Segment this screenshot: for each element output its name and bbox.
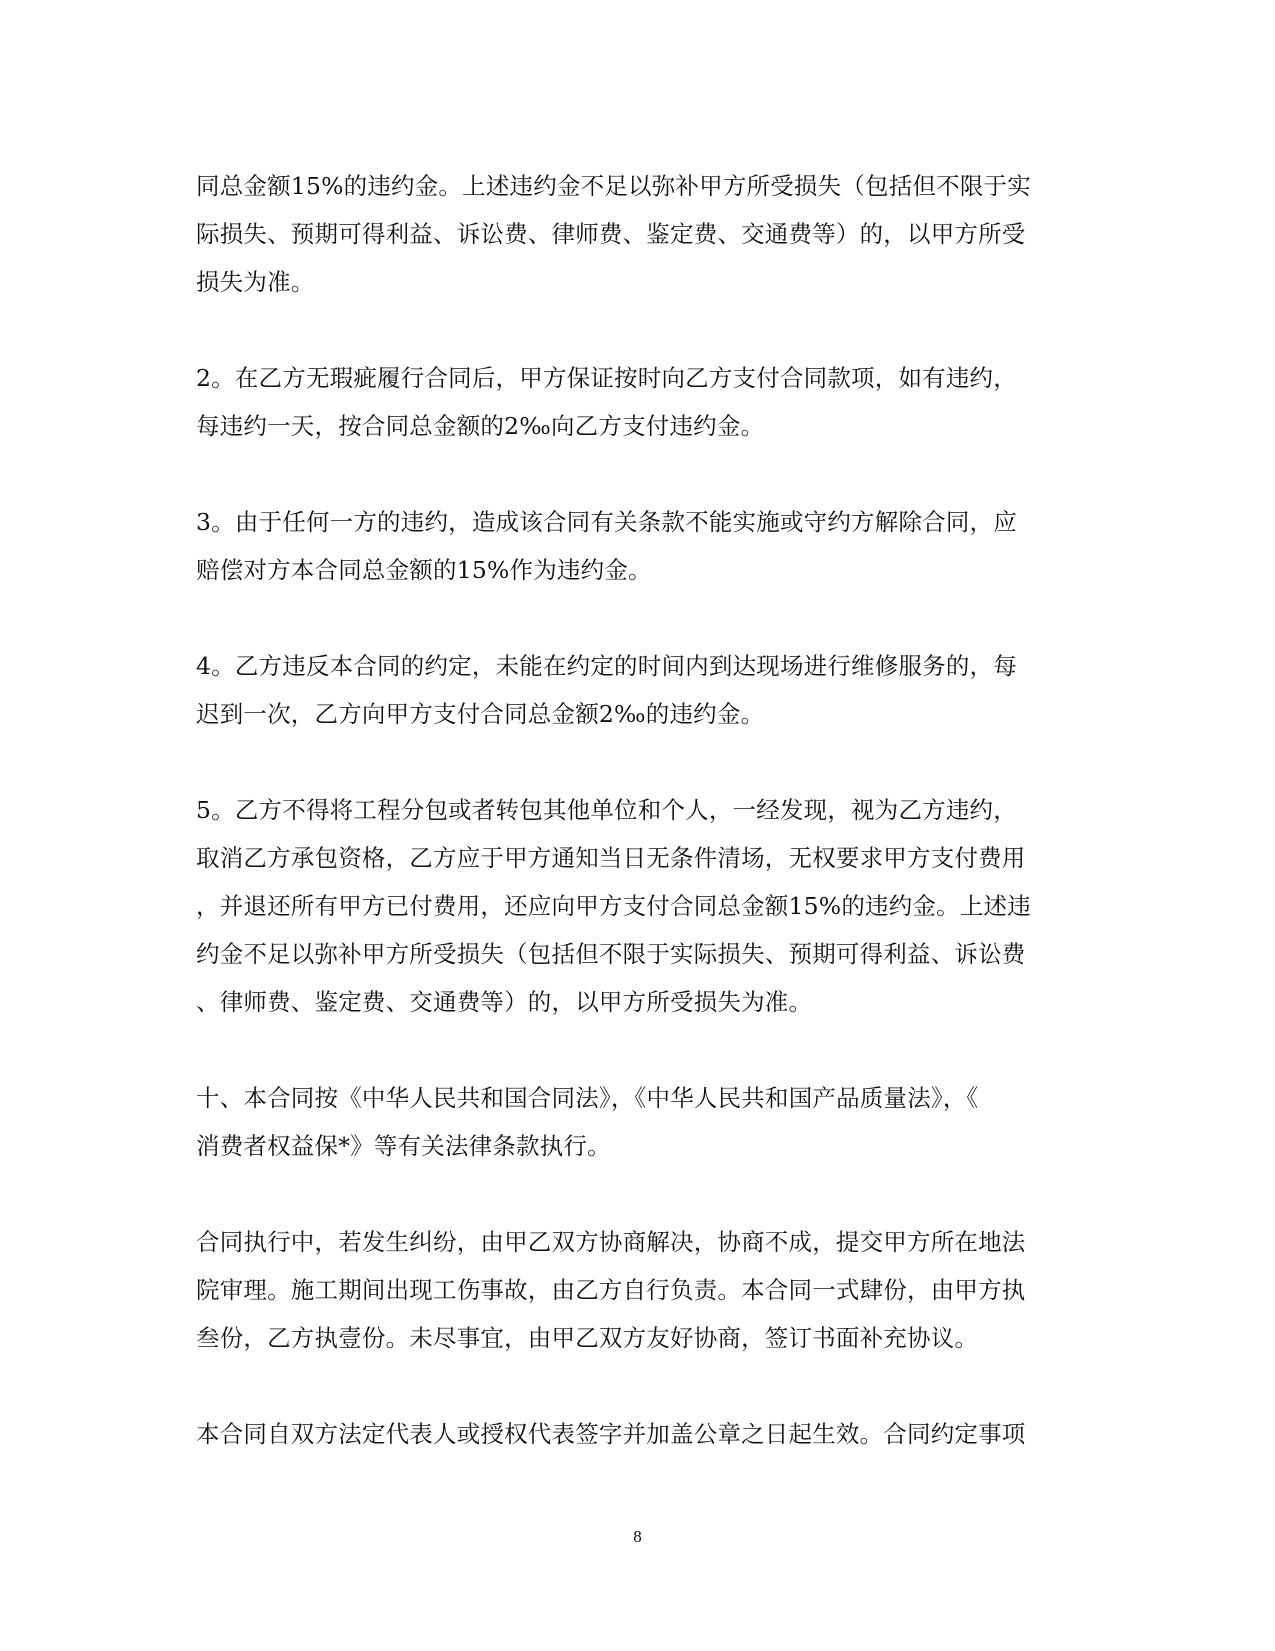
- text-line: ，并退还所有甲方已付费用，还应向甲方支付合同总金额15%的违约金。上述违: [196, 892, 1031, 920]
- text-line: 消费者权益保*》等有关法律条款执行。: [196, 1132, 611, 1160]
- text-line: 际损失、预期可得利益、诉讼费、律师费、鉴定费、交通费等）的，以甲方所受: [196, 220, 1026, 248]
- text-line: 、律师费、鉴定费、交通费等）的，以甲方所受损失为准。: [196, 988, 813, 1016]
- paragraph-gap: [196, 306, 1076, 354]
- text-line: 迟到一次，乙方向甲方支付合同总金额2‰的违约金。: [196, 700, 765, 728]
- paragraph-clause-5: [196, 786, 1076, 1026]
- text-line: 院审理。施工期间出现工伤事故，由乙方自行负责。本合同一式肆份，由甲方执: [196, 1276, 1026, 1304]
- text-line: 约金不足以弥补甲方所受损失（包括但不限于实际损失、预期可得利益、诉讼费: [196, 940, 1026, 968]
- paragraph-gap: [196, 1170, 1076, 1218]
- paragraph-dispute-resolution: [196, 1218, 1076, 1362]
- text-line: 合同执行中，若发生纠纷，由甲乙双方协商解决，协商不成，提交甲方所在地法: [196, 1228, 1026, 1256]
- paragraph-clause-2: [196, 354, 1076, 450]
- document-body: [196, 162, 1076, 1458]
- paragraph-clause-3: [196, 498, 1076, 594]
- text-line: 同总金额15%的违约金。上述违约金不足以弥补甲方所受损失（包括但不限于实: [196, 172, 1031, 200]
- paragraph-effective-date: [196, 1410, 1076, 1458]
- text-line: 3。由于任何一方的违约，造成该合同有关条款不能实施或守约方解除合同，应: [196, 508, 1017, 536]
- text-line: 损失为准。: [196, 268, 315, 296]
- text-line: 十、本合同按《中华人民共和国合同法》，《中华人民共和国产品质量法》，《: [196, 1084, 979, 1112]
- text-line: 取消乙方承包资格，乙方应于甲方通知当日无条件清场，无权要求甲方支付费用: [196, 844, 1026, 872]
- paragraph-gap: [196, 1362, 1076, 1410]
- paragraph-gap: [196, 738, 1076, 786]
- text-line: 叁份，乙方执壹份。未尽事宜，由甲乙双方友好协商，签订书面补充协议。: [196, 1324, 979, 1352]
- paragraph-clause-4: [196, 642, 1076, 738]
- text-line: 赔偿对方本合同总金额的15%作为违约金。: [196, 556, 652, 584]
- text-line: 4。乙方违反本合同的约定，未能在约定的时间内到达现场进行维修服务的，每: [196, 652, 1017, 680]
- paragraph-article-10: [196, 1074, 1076, 1170]
- text-line: 本合同自双方法定代表人或授权代表签字并加盖公章之日起生效。合同约定事项: [196, 1420, 1026, 1448]
- paragraph-gap: [196, 1026, 1076, 1074]
- page-number: 8: [633, 1527, 642, 1546]
- paragraph-gap: [196, 450, 1076, 498]
- text-line: 5。乙方不得将工程分包或者转包其他单位和个人，一经发现，视为乙方违约，: [196, 796, 1017, 824]
- text-line: 每违约一天，按合同总金额的2‰向乙方支付违约金。: [196, 412, 765, 440]
- paragraph-continuation-penalty: [196, 162, 1076, 306]
- text-line: 2。在乙方无瑕疵履行合同后，甲方保证按时向乙方支付合同款项，如有违约，: [196, 364, 1017, 392]
- paragraph-gap: [196, 594, 1076, 642]
